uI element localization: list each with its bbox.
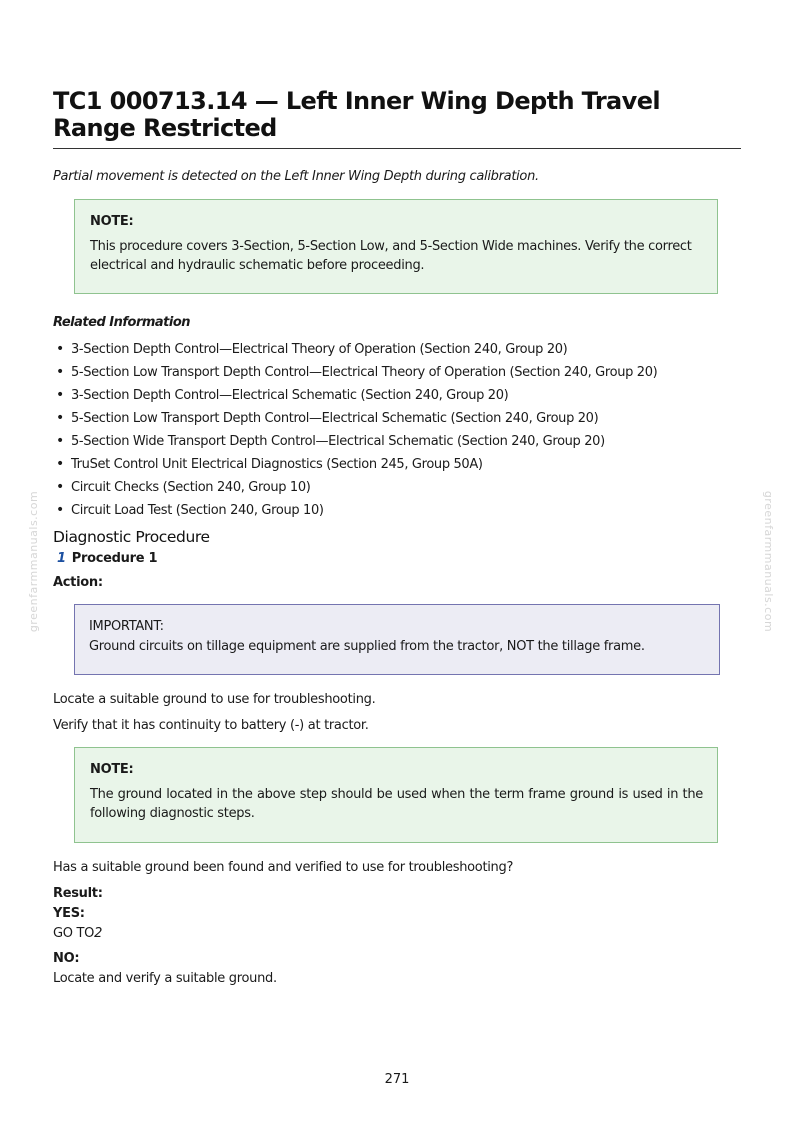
related-information-list (53, 338, 741, 522)
related-link[interactable]: • Circuit Checks (Section 240, Group 10) (53, 476, 741, 499)
procedure-label: Procedure 1 (71, 551, 158, 566)
note-heading: NOTE: (90, 762, 134, 777)
result-label: Result: (53, 886, 103, 901)
action-label: Action: (53, 575, 103, 590)
related-link[interactable]: • 3-Section Depth Control—Electrical Schematic (Section 240, Group 20) (53, 384, 741, 407)
related-link[interactable]: • TruSet Control Unit Electrical Diagnostics (Section 245, Group 50A) (53, 453, 741, 476)
intro-text: Partial movement is detected on the Left Inner Wing Depth during calibration. (53, 169, 539, 184)
action-step: Verify that it has continuity to battery (-) at tractor. (53, 718, 369, 733)
important-text: Ground circuits on tillage equipment are supplied from the tractor, NOT the tillage frame. (89, 638, 645, 654)
yes-label: YES: (53, 906, 85, 921)
goto-step-link[interactable]: 2 (94, 926, 103, 941)
note-heading: NOTE: (90, 214, 134, 229)
no-label: NO: (53, 951, 80, 966)
note-text: The ground located in the above step should be used when the term frame ground is used in the following diagnostic steps. (90, 786, 703, 821)
related-link[interactable]: • 3-Section Depth Control—Electrical Theory of Operation (Section 240, Group 20) (53, 338, 741, 361)
related-link[interactable]: • Circuit Load Test (Section 240, Group 10) (53, 499, 741, 522)
watermark-right: greenfarmmanuals.com (762, 490, 776, 633)
action-step: Locate a suitable ground to use for troubleshooting. (53, 692, 376, 707)
important-heading: IMPORTANT: (89, 619, 164, 634)
document-page (53, 88, 741, 986)
diagnostic-procedure-heading: Diagnostic Procedure (53, 528, 210, 546)
related-information-heading: Related Information (53, 315, 191, 330)
page-number: 271 (384, 1072, 410, 1087)
important-box (74, 604, 720, 675)
procedure-heading (53, 551, 741, 566)
question-text: Has a suitable ground been found and verified to use for troubleshooting? (53, 860, 514, 875)
note-text: This procedure covers 3-Section, 5-Section Low, and 5-Section Wide machines. Verify the correct electrical and hydraulic schematic before proceeding. (90, 238, 692, 273)
related-link[interactable]: • 5-Section Low Transport Depth Control—Electrical Schematic (Section 240, Group 20) (53, 407, 741, 430)
page-title: TC1 000713.14 — Left Inner Wing Depth Travel Range Restricted (53, 88, 741, 149)
related-link[interactable]: • 5-Section Low Transport Depth Control—Electrical Theory of Operation (Section 240, Group 20) (53, 361, 741, 384)
watermark-left: greenfarmmanuals.com (27, 490, 41, 633)
note-box (74, 747, 718, 843)
no-result-text: Locate and verify a suitable ground. (53, 971, 277, 986)
yes-result-text: GO TO (53, 926, 95, 941)
yes-result (53, 926, 741, 941)
related-link[interactable]: • 5-Section Wide Transport Depth Control—Electrical Schematic (Section 240, Group 20) (53, 430, 741, 453)
procedure-number: 1 (57, 551, 66, 566)
note-box (74, 199, 718, 294)
